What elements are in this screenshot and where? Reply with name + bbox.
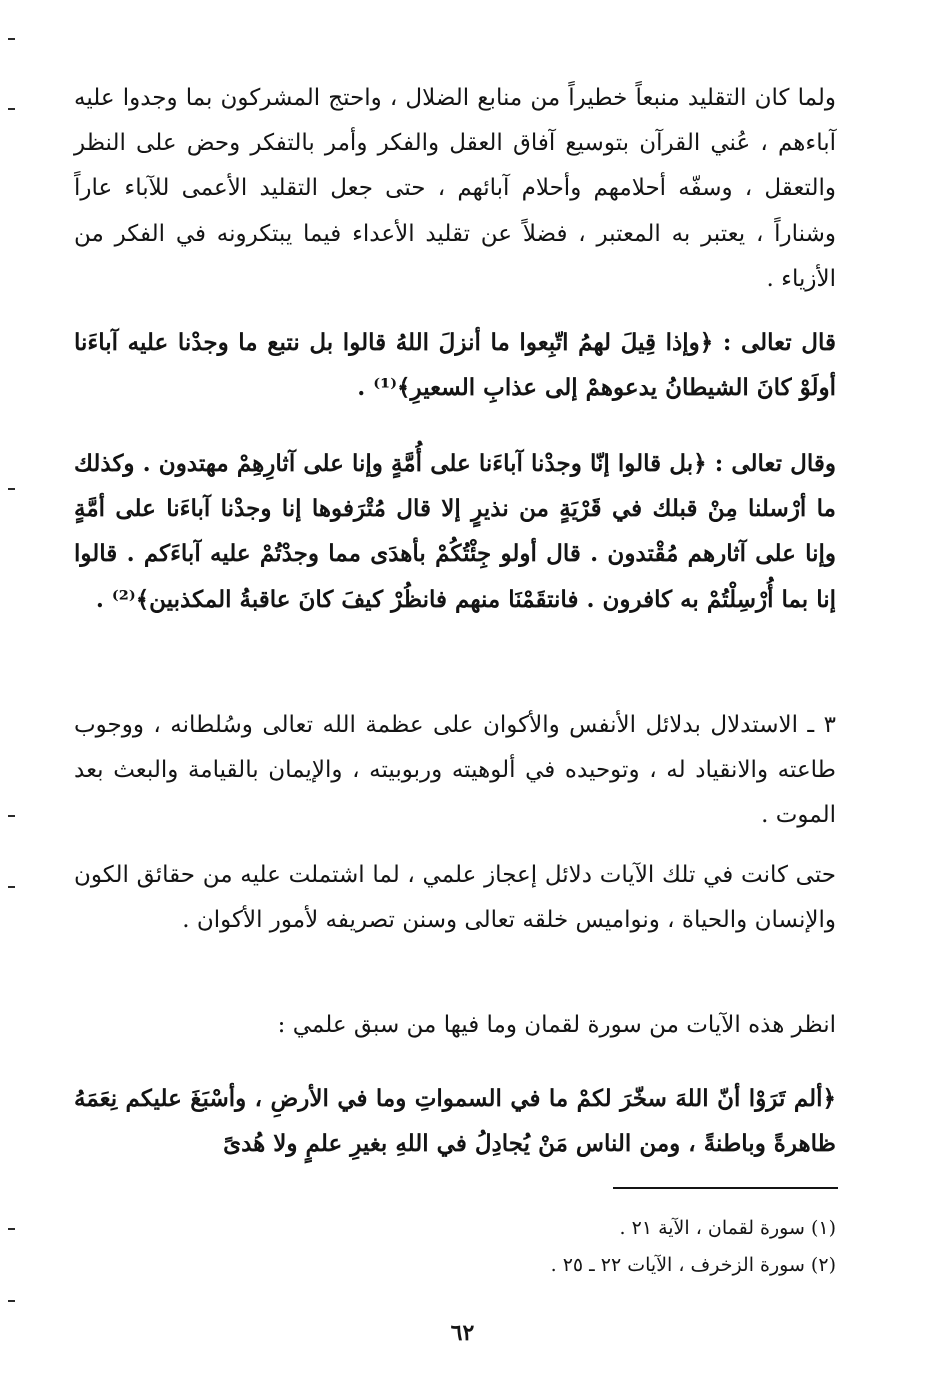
scan-mark xyxy=(8,1300,15,1302)
scan-mark xyxy=(8,886,15,888)
scan-mark xyxy=(8,38,15,40)
paragraph-ijaz: حتى كانت في تلك الآيات دلائل إعجاز علمي ، لما اشتملت عليه من حقائق الكون والإنسان والحياة ، ونواميس خلقه تعالى وسنن تصريفه لأمور الأكوان . xyxy=(74,862,836,934)
scan-mark xyxy=(8,1228,15,1230)
paragraph-luqman-intro: انظر هذه الآيات من سورة لقمان وما فيها من سبق علمي : xyxy=(277,1012,836,1038)
footnote-separator xyxy=(613,1187,838,1189)
paragraph-taqlid: ولما كان التقليد منبعاً خطيراً من منابع الضلال ، واحتج المشركون بما وجدوا عليه آباءهم ، عُني القرآن بتوسيع آفاق العقل والفكر وأمر بالتفكر وحض على النظر والتعقل ، وسفّه أحلامهم وأحلام آبائهم ، حتى جعل التقليد الأعمى للآباء عاراً وشناراً ، يعتبر به المعتبر ، فضلاً عن تقليد الأعداء فيما يبتكرونه في الفكر من الأزياء . xyxy=(74,85,836,292)
scan-mark xyxy=(8,488,15,490)
footnote-2: (٢) سورة الزخرف ، الآيات ٢٢ ـ ٢٥ . xyxy=(550,1254,836,1276)
footnote-1: (١) سورة لقمان ، الآية ٢١ . xyxy=(619,1217,836,1239)
quran-quote-3: ﴿ألم تَرَوْا أنّ اللهَ سخّرَ لكمْ ما في السمواتِ وما في الأرضِ ، وأسْبَغَ عليكم نِعَمَهُ ظاهرةً وباطنةً ، ومن الناس مَنْ يُجادِلُ في اللهِ بغيرِ علمٍ ولا هُدىً xyxy=(74,1085,837,1158)
quran-quote-1: قال تعالى : ﴿وإذا قِيلَ لهمُ اتّبِعوا ما أنزلَ اللهُ قالوا بل نتبع ما وجدْنا عليه آباءَنا أولَوْ كانَ الشيطانُ يدعوهمْ إلى عذابِ السعيرِ﴾⁽¹⁾ . xyxy=(74,329,836,402)
scan-mark xyxy=(8,108,15,110)
scan-mark xyxy=(8,815,15,817)
paragraph-istidlal: ٣ ـ الاستدلال بدلائل الأنفس والأكوان على عظمة الله تعالى وسُلطانه ، ووجوب طاعته والانقياد له ، وتوحيده في ألوهيته وربوبيته ، والإيمان بالقيامة والبعث بعد الموت . xyxy=(74,712,836,829)
page-number: ٦٢ xyxy=(450,1320,475,1346)
quran-quote-2: وقال تعالى : ﴿بل قالوا إنّا وجدْنا آباءَنا على أُمَّةٍ وإنا على آثارِهِمْ مهتدون . وكذلك ما أرْسلنا مِنْ قبلك في قَرْيَةٍ من نذيرٍ إلا قال مُتْرَفوها إنا وجدْنا آباءَنا على أمَّةٍ وإنا على آثارهم مُقْتدون . قال أولو جِئْتُكُمْ بأهدَى مما وجدْتُمْ عليه آباءَكم . قالوا إنا بما أُرْسِلْتُمْ به كافرون . فانتقَمْنَا منهم فانظُرْ كيفَ كانَ عاقبةُ المكذبين﴾⁽²⁾ . xyxy=(74,450,836,613)
